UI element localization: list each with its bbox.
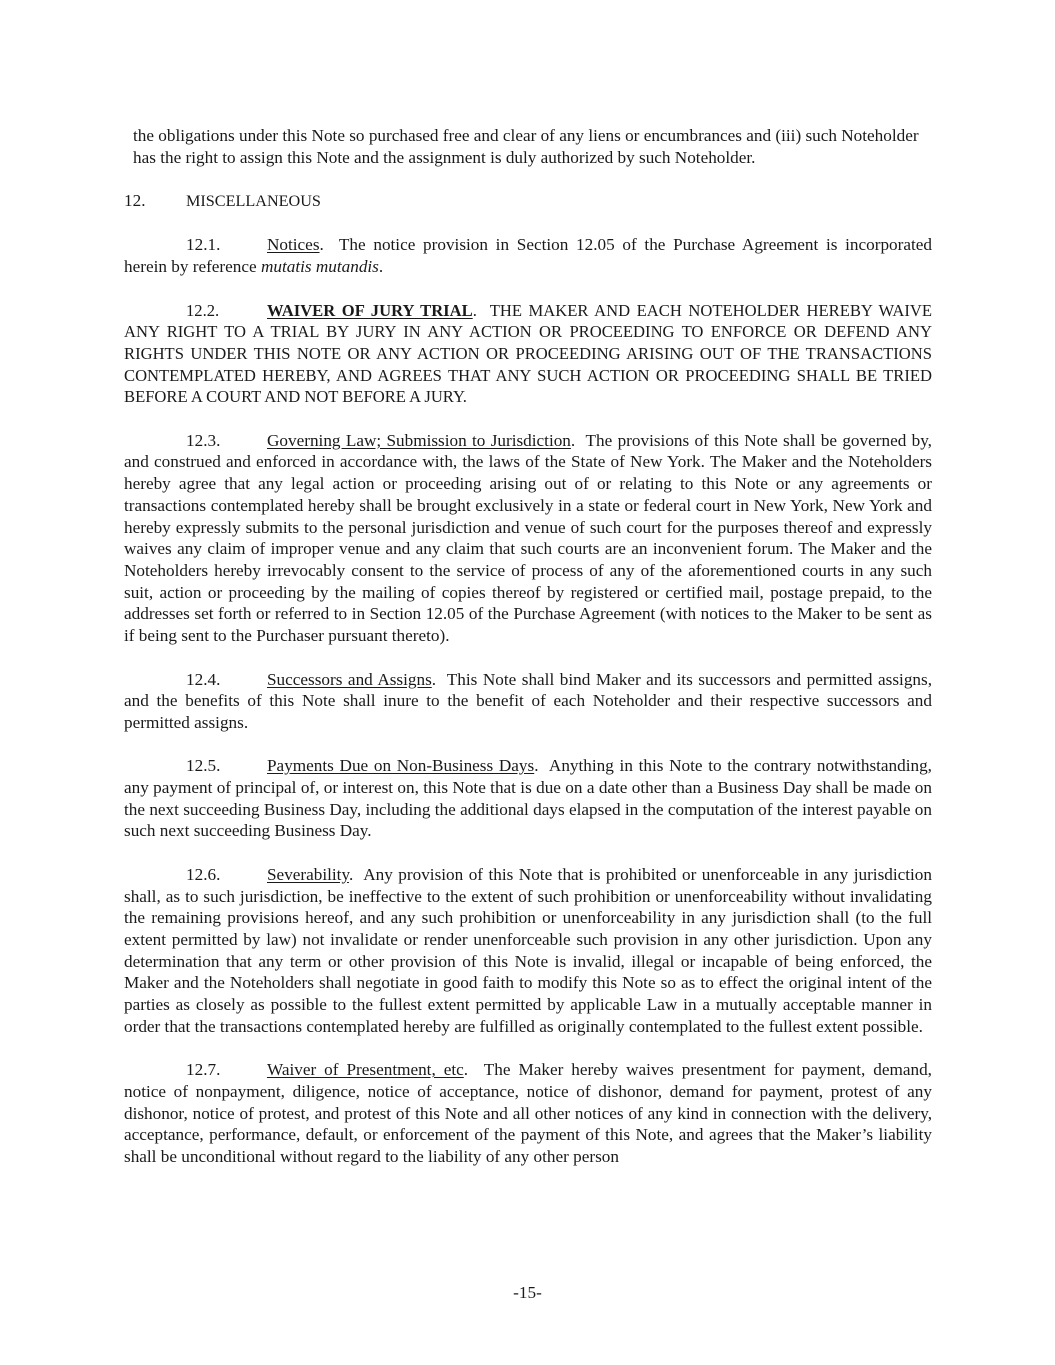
clause-12-3: 12.3. Governing Law; Submission to Jurisdiction. The provisions of this Note shall be governed by, and construed and enforced in accordance with, the laws of the State of New York. The Maker and the Noteholders hereby agree that any legal action or proceeding arising out of or relating to this Note or any agreements or transactions contemplated hereby shall be brought exclusively in a state or federal court in New York, New York and hereby expressly submits to the personal jurisdiction and venue of such court for the purposes thereof and expressly waives any claim of improper venue and any claim that such courts are an inconvenient forum. The Maker and the Noteholders hereby irrevocably consent to the service of process of any of the aforementioned courts in any such suit, action or proceeding by the mailing of copies thereof by registered or certified mail, postage prepaid, to the addresses set forth or referred to in Section 12.05 of the Purchase Agreement (with notices to the Maker to be sent as if being sent to the Purchaser pursuant thereto). bbox=[124, 430, 932, 646]
clause-number: 12.1. bbox=[186, 235, 221, 255]
clause-heading: Severability bbox=[267, 864, 349, 884]
clause-text: The notice provision in Section 12.05 of the Purchase Agreement is incorporated herein by reference bbox=[124, 235, 932, 277]
clause-12-5: 12.5. Payments Due on Non-Business Days. Anything in this Note to the contrary notwithstanding, any payment of principal of, or interest on, this Note that is due on a date other than a Business Day shall be made on the next succeeding Business Day, including the additional days elapsed in the computation of the interest payable on such next succeeding Business Day. bbox=[124, 756, 932, 841]
section-title: MISCELLANEOUS bbox=[186, 192, 321, 211]
clause-12-4: 12.4. Successors and Assigns. This Note shall bind Maker and its successors and permitted assigns, and the benefits of this Note shall inure to the benefit of each Noteholder and their respective successors and permitted assigns. bbox=[124, 669, 932, 732]
section-heading bbox=[124, 190, 932, 213]
section-number: 12. bbox=[124, 191, 146, 211]
clause-text: THE MAKER AND EACH NOTEHOLDER HEREBY WAIVE ANY RIGHT TO A TRIAL BY JURY IN ANY ACTION OR PROCEEDING TO ENFORCE OR DEFEND ANY RIGHTS UNDER THIS NOTE OR ANY ACTION OR PROCEEDING ARISING OUT OF THE TRANSACTIONS CONTEMPLATED HEREBY, AND AGREES THAT ANY SUCH ACTION OR PROCEEDING SHALL BE TRIED BEFORE A COURT AND NOT BEFORE A JURY. bbox=[124, 300, 933, 407]
clause-heading: Payments Due on Non-Business Days bbox=[267, 756, 535, 776]
continuation-paragraph: the obligations under this Note so purchased free and clear of any liens or encumbrances and (iii) such Noteholder has the right to assign this Note and the assignment is duly authorized by such Noteholder. bbox=[133, 126, 919, 167]
clause-12-1: 12.1. Notices. The notice provision in Section 12.05 of the Purchase Agreement is incorporated herein by reference mutatis mutandis. bbox=[124, 235, 932, 277]
page-number: -15- bbox=[513, 1283, 542, 1302]
clause-heading: Successors and Assigns bbox=[267, 669, 432, 689]
clause-heading: Governing Law; Submission to Jurisdiction bbox=[267, 430, 571, 450]
clause-number: 12.4. bbox=[186, 669, 221, 689]
clause-text: The provisions of this Note shall be governed by, and construed and enforced in accordance with, the laws of the State of New York. The Maker and the Noteholders hereby agree that any legal action or proceeding arising out of or relating to this Note or any agreements or transactions contemplated hereby shall be brought exclusively in a state or federal court in New York, New York and hereby expressly submits to the personal jurisdiction and venue of such court for the purposes thereof and expressly waives any claim of improper venue and any claim that such courts are an inconvenient forum. The Maker and the Noteholders hereby irrevocably consent to the service of process of any of the aforementioned courts in any such suit, action or proceeding by the mailing of copies thereof by registered or certified mail, postage prepaid, to the addresses set forth or referred to in Section 12.05 of the Purchase Agreement (with notices to the Maker to be sent as if being sent to the Purchaser pursuant thereto). bbox=[124, 430, 932, 646]
clause-12-2: 12.2. WAIVER OF JURY TRIAL. THE MAKER AND EACH NOTEHOLDER HEREBY WAIVE ANY RIGHT TO A TRIAL BY JURY IN ANY ACTION OR PROCEEDING TO ENFORCE OR DEFEND ANY RIGHTS UNDER THIS NOTE OR ANY ACTION OR PROCEEDING ARISING OUT OF THE TRANSACTIONS CONTEMPLATED HEREBY, AND AGREES THAT ANY SUCH ACTION OR PROCEEDING SHALL BE TRIED BEFORE A COURT AND NOT BEFORE A JURY. bbox=[124, 300, 933, 407]
clause-text-end: . bbox=[378, 257, 384, 277]
clause-number: 12.7. bbox=[186, 1060, 221, 1080]
clause-heading: WAIVER OF JURY TRIAL bbox=[267, 300, 473, 320]
clause-number: 12.6. bbox=[186, 864, 221, 884]
clause-text: Any provision of this Note that is prohibited or unenforceable in any jurisdiction shall, as to such jurisdiction, be ineffective to the extent of such prohibition or unenforceability without invalidating the remaining provisions hereof, and any such prohibition or unenforceability in any jurisdiction shall (to the full extent permitted by law) not invalidate or render unenforceable such provision in any other jurisdiction. Upon any determination that any term or other provision of this Note is invalid, illegal or incapable of being enforced, the Maker and the Noteholders shall negotiate in good faith to modify this Note so as to effect the original intent of the parties as closely as possible to the fullest extent permitted by applicable Law in a mutually acceptable manner in order that the transactions contemplated hereby are fulfilled as originally contemplated to the fullest extent possible. bbox=[124, 864, 932, 1036]
clause-text: Anything in this Note to the contrary notwithstanding, any payment of principal of, or interest on, this Note that is due on a date other than a Business Day shall be made on the next succeeding Business Day, including the additional days elapsed in the computation of the interest payable on such next succeeding Business Day. bbox=[124, 756, 932, 841]
clause-number: 12.3. bbox=[186, 430, 221, 450]
clause-12-6: 12.6. Severability. Any provision of this Note that is prohibited or unenforceable in any jurisdiction shall, as to such jurisdiction, be ineffective to the extent of such prohibition or unenforceability without invalidating the remaining provisions hereof, and any such prohibition or unenforceability in any jurisdiction shall (to the full extent permitted by law) not invalidate or render unenforceable such provision in any other jurisdiction. Upon any determination that any term or other provision of this Note is invalid, illegal or incapable of being enforced, the Maker and the Noteholders shall negotiate in good faith to modify this Note so as to effect the original intent of the parties as closely as possible to the fullest extent permitted by applicable Law in a mutually acceptable manner in order that the transactions contemplated hereby are fulfilled as originally contemplated to the fullest extent possible. bbox=[124, 864, 932, 1036]
document-body bbox=[124, 125, 932, 1189]
clause-text: The Maker hereby waives presentment for payment, demand, notice of nonpayment, diligence, notice of acceptance, notice of dishonor, demand for payment, protest of any dishonor, notice of protest, and protest of this Note and all other notices of any kind in connection with the delivery, acceptance, performance, default, or enforcement of the payment of this Note, and agrees that the Maker’s liability shall be unconditional without regard to the liability of any other person bbox=[124, 1060, 932, 1166]
clause-heading: Waiver of Presentment, etc bbox=[267, 1060, 464, 1080]
clause-number: 12.5. bbox=[186, 756, 221, 776]
clause-italic-text: mutatis mutandis bbox=[260, 257, 379, 277]
clause-text: This Note shall bind Maker and its successors and permitted assigns, and the benefits of this Note shall inure to the benefit of each Noteholder and their respective successors and permitted assigns. bbox=[124, 669, 932, 732]
clause-number: 12.2. bbox=[186, 300, 220, 320]
clause-12-7: 12.7. Waiver of Presentment, etc. The Maker hereby waives presentment for payment, demand, notice of nonpayment, diligence, notice of acceptance, notice of dishonor, demand for payment, protest of any dishonor, notice of protest, and protest of this Note and all other notices of any kind in connection with the delivery, acceptance, performance, default, or enforcement of the payment of this Note, and agrees that the Maker’s liability shall be unconditional without regard to the liability of any other person bbox=[124, 1060, 932, 1166]
clause-heading: Notices bbox=[267, 235, 320, 255]
